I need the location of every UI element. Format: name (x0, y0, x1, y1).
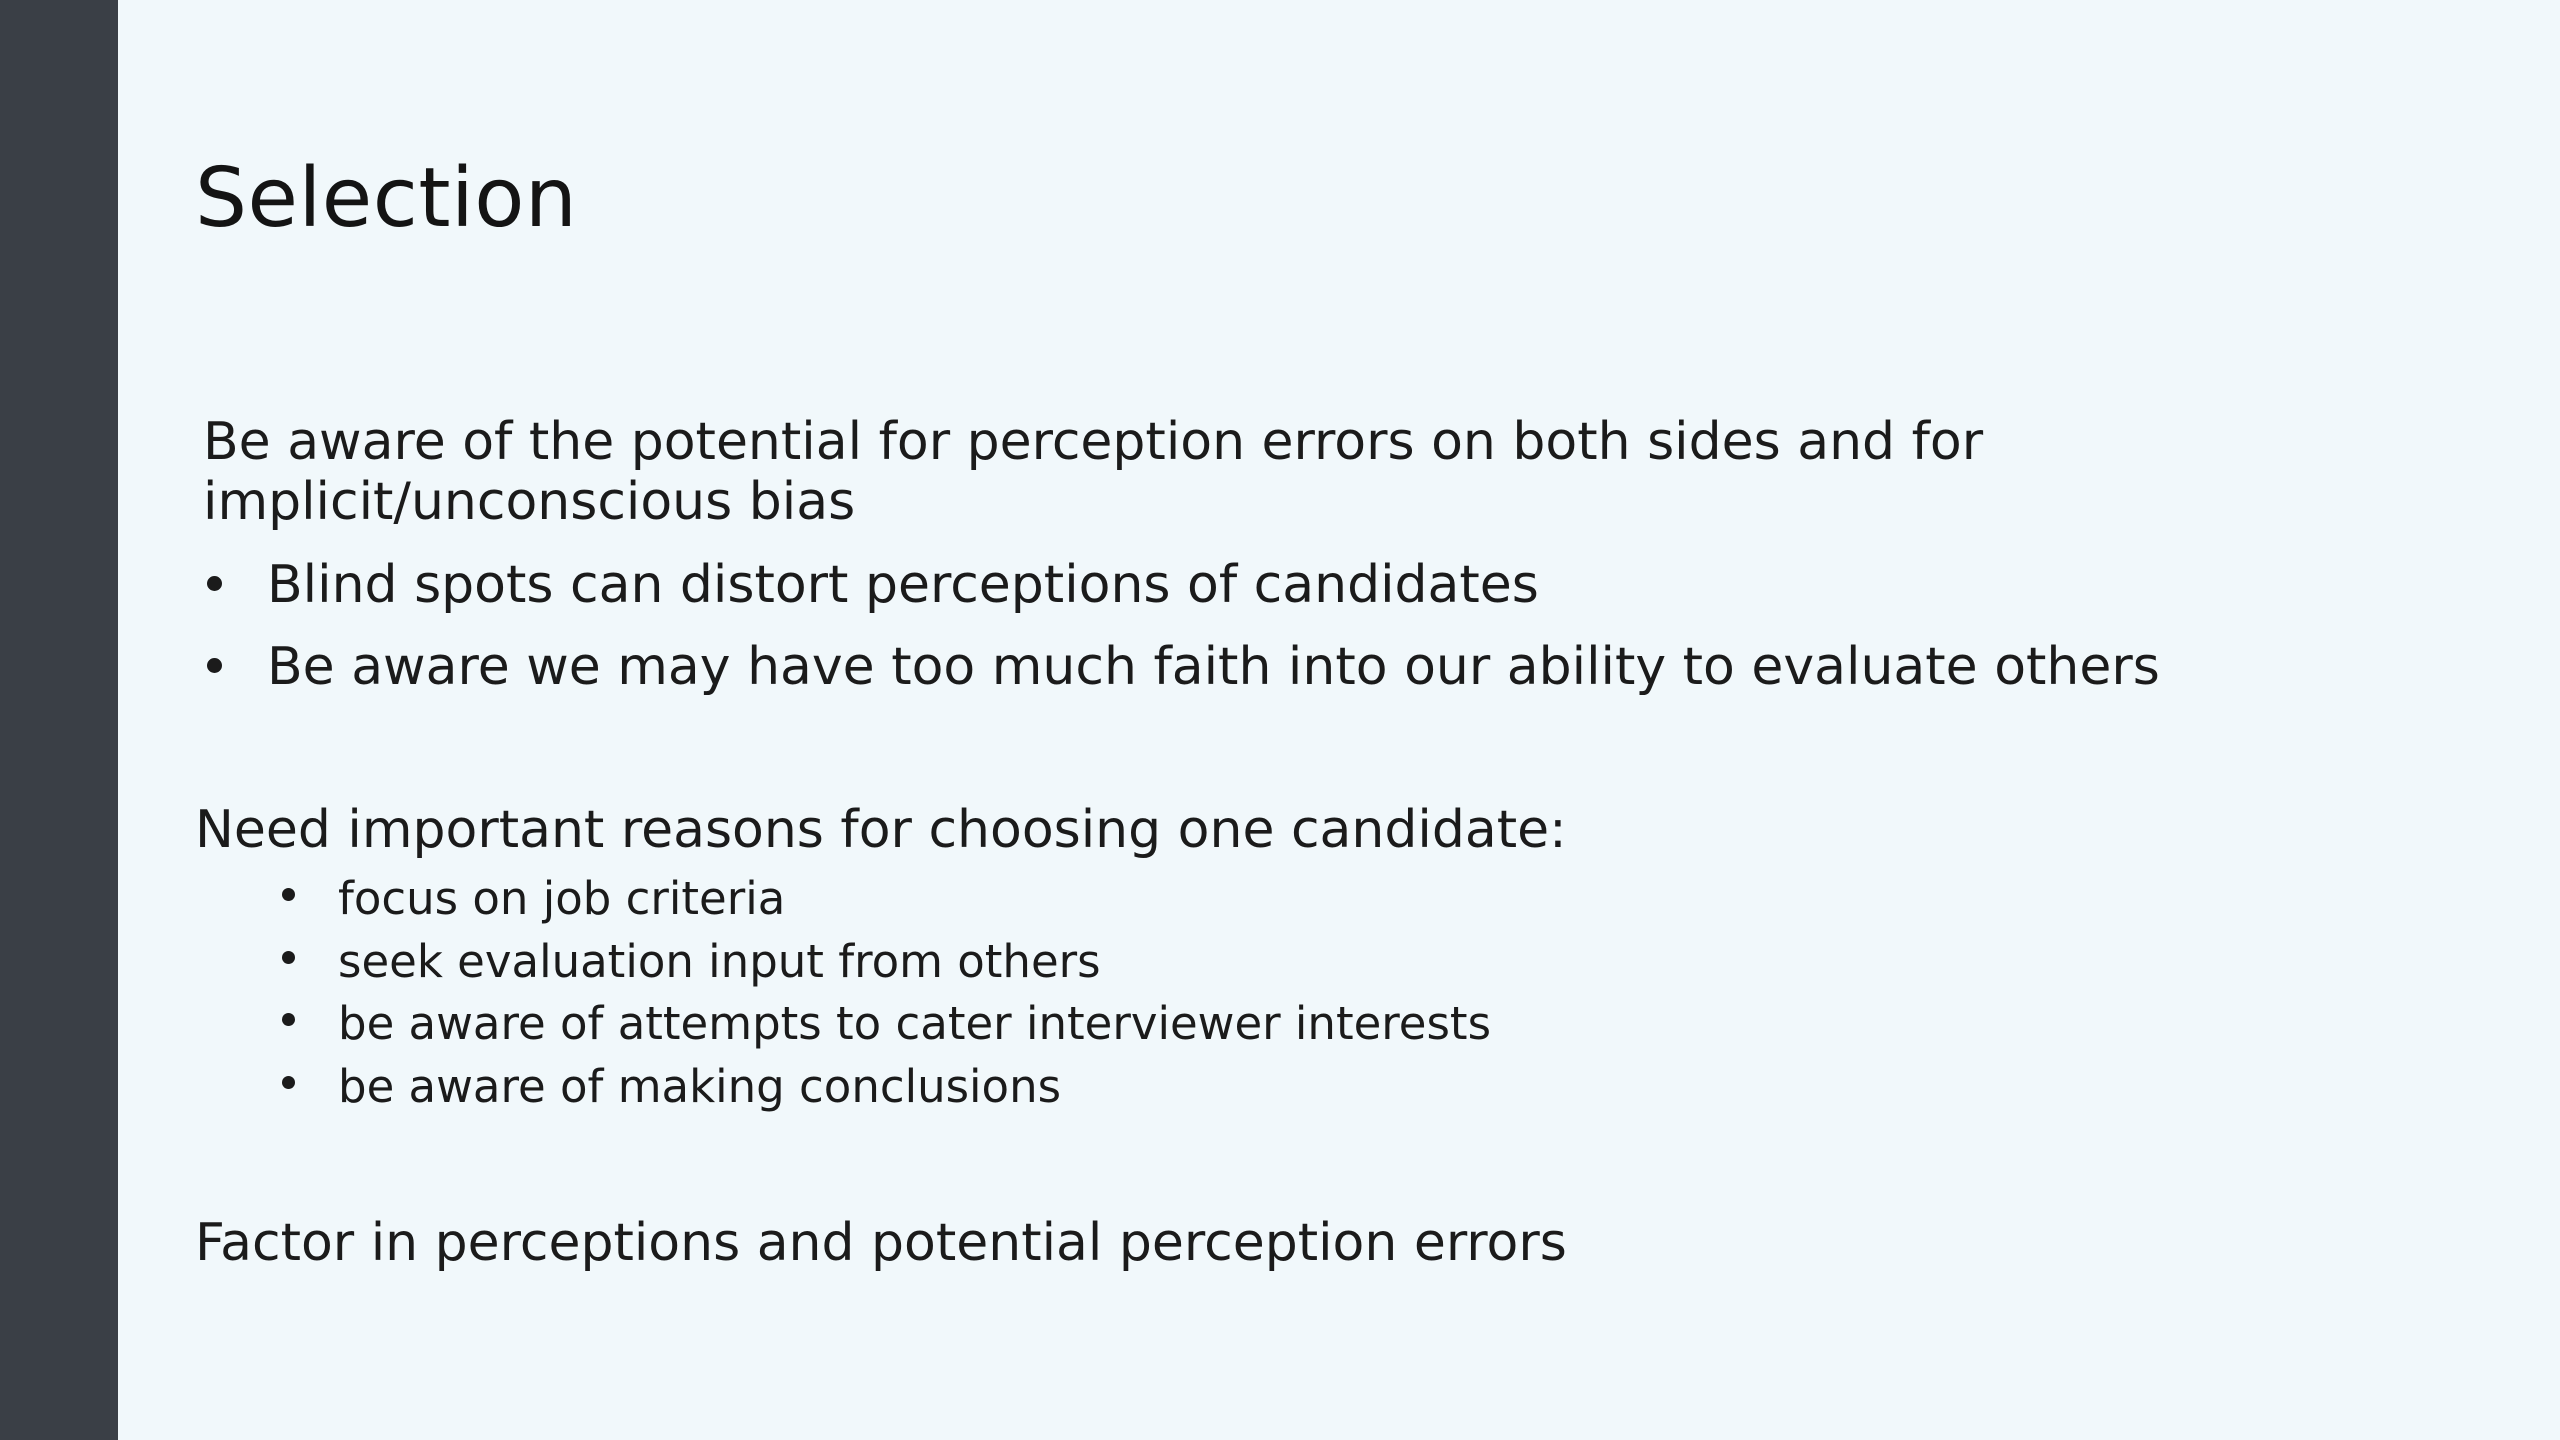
bullet-text: seek evaluation input from others (338, 934, 1101, 988)
slide-title: Selection (195, 151, 578, 246)
bullet-icon (282, 1076, 295, 1089)
side-accent-bar (0, 0, 118, 1440)
list-item (280, 1061, 1491, 1124)
list-item (280, 998, 1491, 1061)
bullet-text: Be aware we may have too much faith into our ability to evaluate others (267, 637, 2160, 697)
bullet-icon (282, 888, 295, 901)
list-item (280, 873, 1491, 936)
bullet-icon (207, 576, 222, 591)
bullet-text: be aware of making conclusions (338, 1059, 1062, 1113)
bullet-text: Blind spots can distort perceptions of candidates (267, 555, 1539, 615)
reasons-heading: Need important reasons for choosing one candidate: (195, 800, 1567, 860)
reasons-bullet-list (280, 873, 1491, 1123)
bullet-icon (282, 1013, 295, 1026)
list-item (205, 637, 2160, 719)
intro-paragraph: Be aware of the potential for perception errors on both sides and for implicit/unconscious bias (203, 412, 1984, 532)
bullet-text: be aware of attempts to cater interviewer interests (338, 997, 1492, 1050)
bullet-icon (207, 658, 222, 673)
bullet-text: focus on job criteria (338, 872, 786, 925)
list-item (280, 936, 1491, 999)
closing-statement: Factor in perceptions and potential perception errors (195, 1213, 1567, 1273)
list-item (205, 555, 2160, 637)
intro-bullet-list (205, 555, 2160, 719)
bullet-icon (282, 951, 295, 964)
